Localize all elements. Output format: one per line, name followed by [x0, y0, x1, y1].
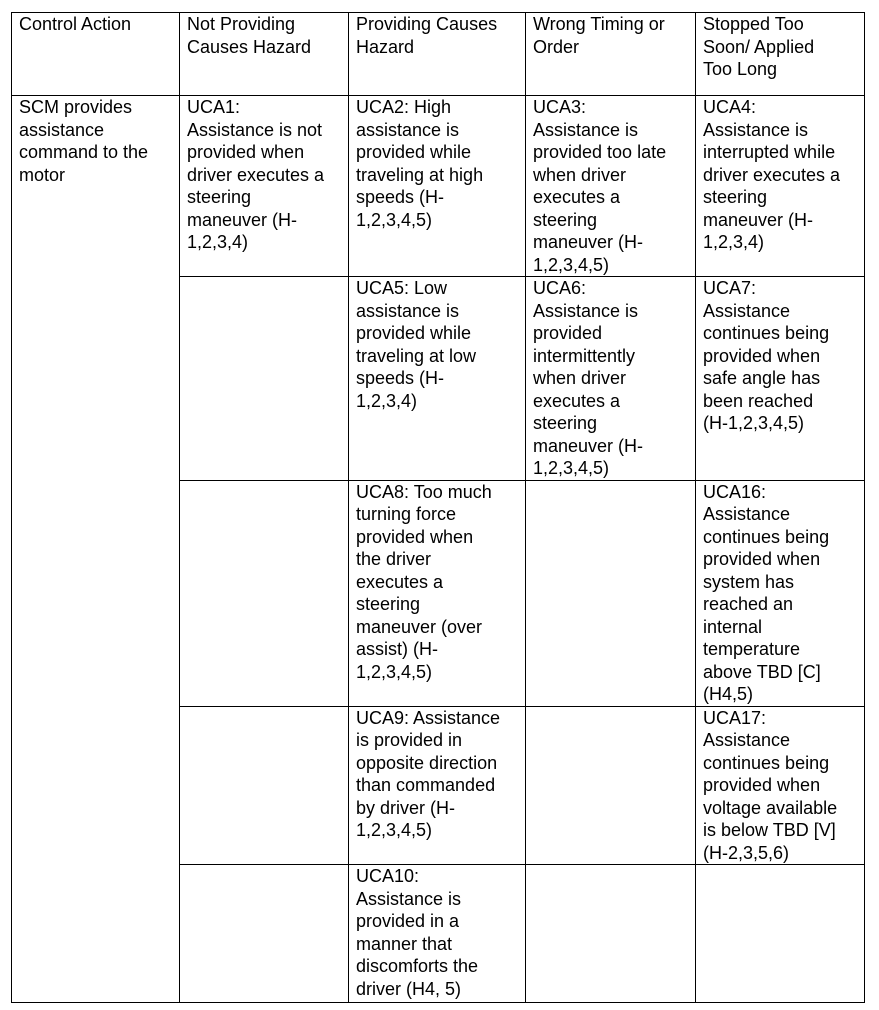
table-cell-empty — [180, 865, 349, 1003]
table-cell-empty — [526, 480, 696, 706]
uca10-text: UCA10: Assistance is provided in a manner that discomforts the driver (H4, 5) — [356, 866, 479, 999]
table-cell — [526, 96, 696, 277]
table-cell-empty — [180, 277, 349, 481]
table-cell — [696, 480, 865, 706]
uca8-text: UCA8: Too much turning force provided when the driver executes a steering maneuver (over assist) (H- 1,2,3,4,5) — [356, 481, 492, 682]
table-header-row — [12, 13, 865, 96]
uca16-text: UCA16: Assistance continues being provided when system has reached an internal temperature above TBD [C] (H4,5) — [703, 481, 830, 704]
uca1-text: UCA1: Assistance is not provided when driver executes a steering maneuver (H- 1,2,3,4) — [187, 97, 325, 252]
table-cell — [349, 96, 526, 277]
table-cell-empty — [180, 480, 349, 706]
uca2-text: UCA2: High assistance is provided while traveling at high speeds (H- 1,2,3,4,5) — [356, 97, 484, 230]
uca9-text: UCA9: Assistance is provided in opposite direction than commanded by driver (H- 1,2,3,4,5) — [356, 707, 501, 840]
uca17-text: UCA17: Assistance continues being provided when voltage available is below TBD [V] (H-2,3,5,6) — [703, 707, 838, 863]
header-stopped-too-soon-label: Stopped Too Soon/ Applied Too Long — [703, 14, 815, 79]
header-not-providing-label: Not Providing Causes Hazard — [187, 14, 312, 57]
uca7-text: UCA7: Assistance continues being provided when safe angle has been reached (H-1,2,3,4,5) — [703, 278, 830, 433]
table-cell — [349, 865, 526, 1003]
table-cell-empty — [526, 865, 696, 1003]
header-wrong-timing-label: Wrong Timing or Order — [533, 14, 665, 57]
table-cell-empty — [696, 865, 865, 1003]
uca3-text: UCA3: Assistance is provided too late when driver executes a steering maneuver (H- 1,2,3,4,5) — [533, 97, 667, 275]
table-cell — [526, 277, 696, 481]
header-cell-control-action — [12, 13, 180, 96]
table-cell — [349, 480, 526, 706]
uca5-text: UCA5: Low assistance is provided while traveling at low speeds (H- 1,2,3,4) — [356, 278, 477, 411]
table-cell — [349, 706, 526, 865]
header-control-action-label: Control Action — [19, 14, 132, 34]
table-cell-empty — [180, 706, 349, 865]
header-cell-stopped-too-soon — [696, 13, 865, 96]
uca-table — [11, 12, 865, 1003]
table-cell — [696, 277, 865, 481]
header-cell-providing — [349, 13, 526, 96]
table-cell — [696, 96, 865, 277]
control-action-cell — [12, 96, 180, 1003]
uca4-text: UCA4: Assistance is interrupted while driver executes a steering maneuver (H- 1,2,3,4) — [703, 97, 841, 252]
header-cell-wrong-timing — [526, 13, 696, 96]
header-providing-label: Providing Causes Hazard — [356, 14, 498, 57]
table-cell-empty — [526, 706, 696, 865]
table-row — [12, 96, 865, 277]
control-action-text: SCM provides assistance command to the motor — [19, 97, 149, 185]
table-cell — [180, 96, 349, 277]
table-cell — [696, 706, 865, 865]
table-cell — [349, 277, 526, 481]
header-cell-not-providing — [180, 13, 349, 96]
uca6-text: UCA6: Assistance is provided intermittently when driver executes a steering maneuver (H- 1,2,3,4,5) — [533, 278, 644, 478]
